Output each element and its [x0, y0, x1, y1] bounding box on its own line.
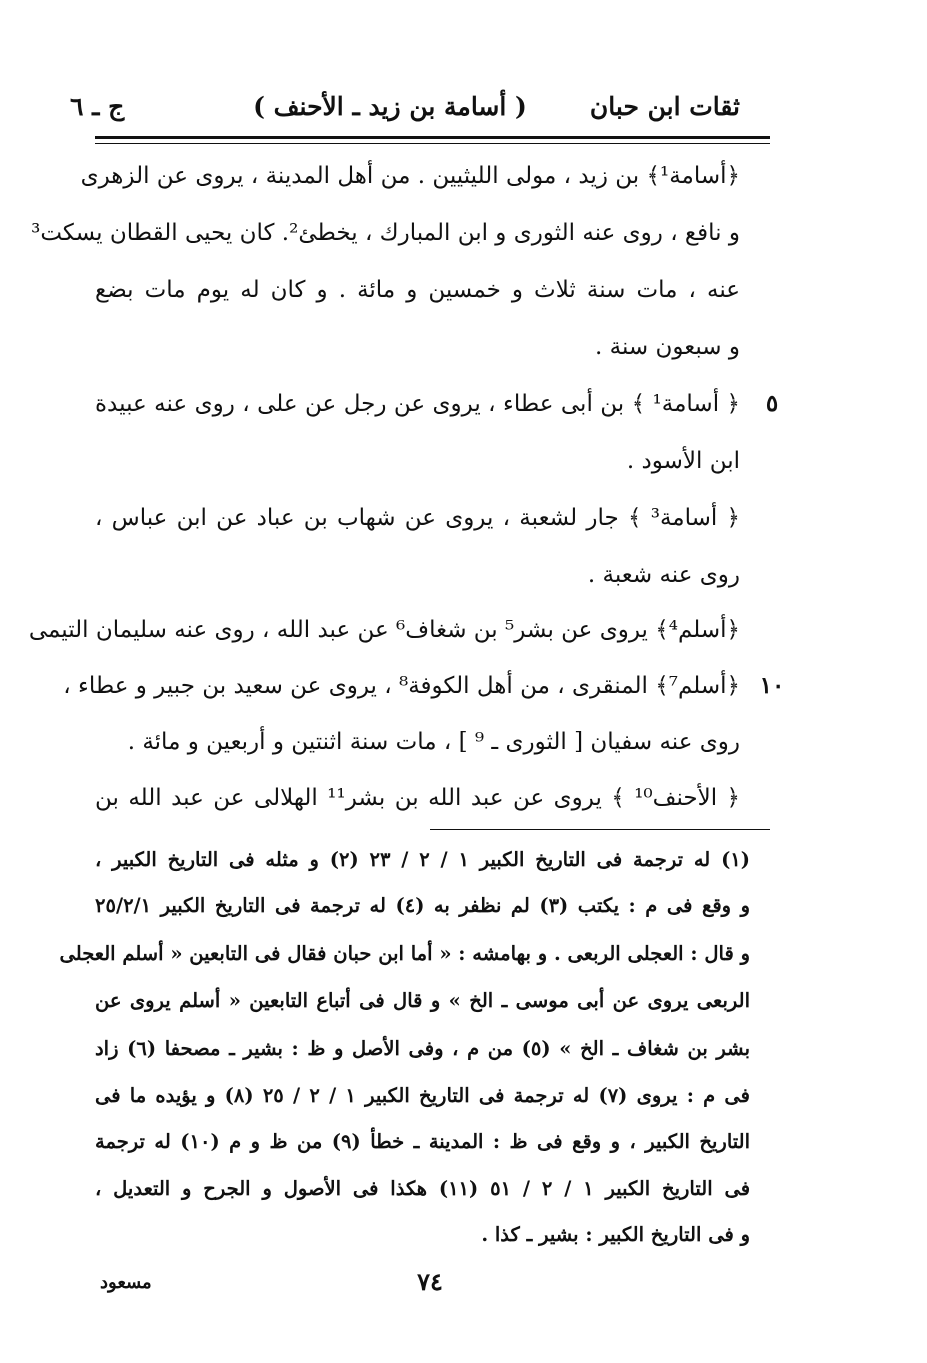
footnote-line-6: فى م : يروى (٧) له ترجمة فى التاريخ الكبير ١ / ٢ / ٢٥ (٨) و يؤيده ما فى: [95, 1084, 751, 1107]
body-line-12: ﴿ الأحنف¹⁰ ﴾ يروى عن عبد الله بن بشر¹¹ الهلالى عن عبد الله بن: [95, 785, 741, 811]
footnote-line-8: فى التاريخ الكبير ١ / ٢ / ٥١ (١١) هكذا فى الأصول و الجرح و التعديل ،: [95, 1177, 751, 1200]
footnote-line-2: و وقع فى م : يكتب (٣) لم نظفر به (٤) له ترجمة فى التاريخ الكبير ٢٥/٢/١: [95, 894, 750, 917]
footnote-line-9: و فى التاريخ الكبير : بشير ـ كذا .: [481, 1223, 750, 1246]
header-rule-thin: [95, 143, 770, 144]
body-line-2: و نافع ، روى عنه الثورى و ابن المبارك ، يخطئ². كان يحيى القطان يسكت³: [31, 220, 740, 246]
body-line-9: ﴿أسلم⁴﴾ يروى عن بشر⁵ بن شغاف⁶ عن عبد الله ، روى عنه سليمان التيمى: [28, 617, 740, 643]
footnote-rule: [430, 829, 770, 830]
body-line-6: ابن الأسود .: [626, 448, 740, 474]
footnote-line-7: التاريخ الكبير ، و وقع فى ظ : المدينة ـ خطأ (٩) من ظ و م (١٠) له ترجمة: [95, 1130, 751, 1153]
running-header-volume: ج ـ ٦: [70, 92, 125, 121]
printer-mark: مسعود: [100, 1272, 152, 1293]
body-line-5: ﴿ أسامة¹ ﴾ بن أبى عطاء ، يروى عن رجل عن على ، روى عنه عبيدة: [95, 391, 740, 417]
body-line-4: و سبعون سنة .: [595, 334, 740, 360]
running-header-section: ( أسامة بن زيد ـ الأحنف ): [253, 92, 527, 121]
running-header-book-title: ثقات ابن حبان: [589, 92, 740, 121]
body-line-8: روى عنه شعبة .: [587, 562, 740, 588]
footnote-line-3: و قال : العجلى الربعى . و بهامشه : « أما ابن حبان فقال فى التابعين « أسلم العجلى: [59, 942, 750, 965]
line-number-5: ٥: [765, 390, 779, 417]
body-line-1: ﴿أسامة¹﴾ بن زيد ، مولى الليثيين . من أهل المدينة ، يروى عن الزهرى: [80, 163, 740, 189]
body-line-10: ﴿أسلم⁷﴾ المنقرى ، من أهل الكوفة⁸ ، يروى عن سعيد بن جبير و عطاء ،: [63, 673, 740, 699]
footnote-line-4: الربعى يروى عن أبى موسى ـ الخ » و قال فى أتباع التابعين « أسلم يروى عن: [95, 989, 750, 1012]
line-number-10: ١٠: [759, 672, 785, 699]
body-line-3: عنه ، مات سنة ثلاث و خمسين و مائة . و كان له يوم مات بضع: [95, 277, 740, 303]
page-number: ٧٤: [417, 1267, 443, 1296]
header-rule-thick: [95, 136, 770, 139]
footnote-line-5: بشر بن شغاف ـ الخ » (٥) من م ، وفى الأصل و ظ : بشير ـ مصحفا (٦) زاد: [95, 1037, 750, 1060]
body-line-7: ﴿ أسامة³ ﴾ جار لشعبة ، يروى عن شهاب بن عباد عن ابن عباس ،: [95, 505, 741, 531]
body-line-11: روى عنه سفيان [ الثورى ـ ⁹ ] ، مات سنة اثنتين و أربعين و مائة .: [127, 729, 740, 755]
footnote-line-1: (١) له ترجمة فى التاريخ الكبير ١ / ٢ / ٢٣ (٢) و مثله فى التاريخ الكبير ،: [95, 848, 751, 871]
